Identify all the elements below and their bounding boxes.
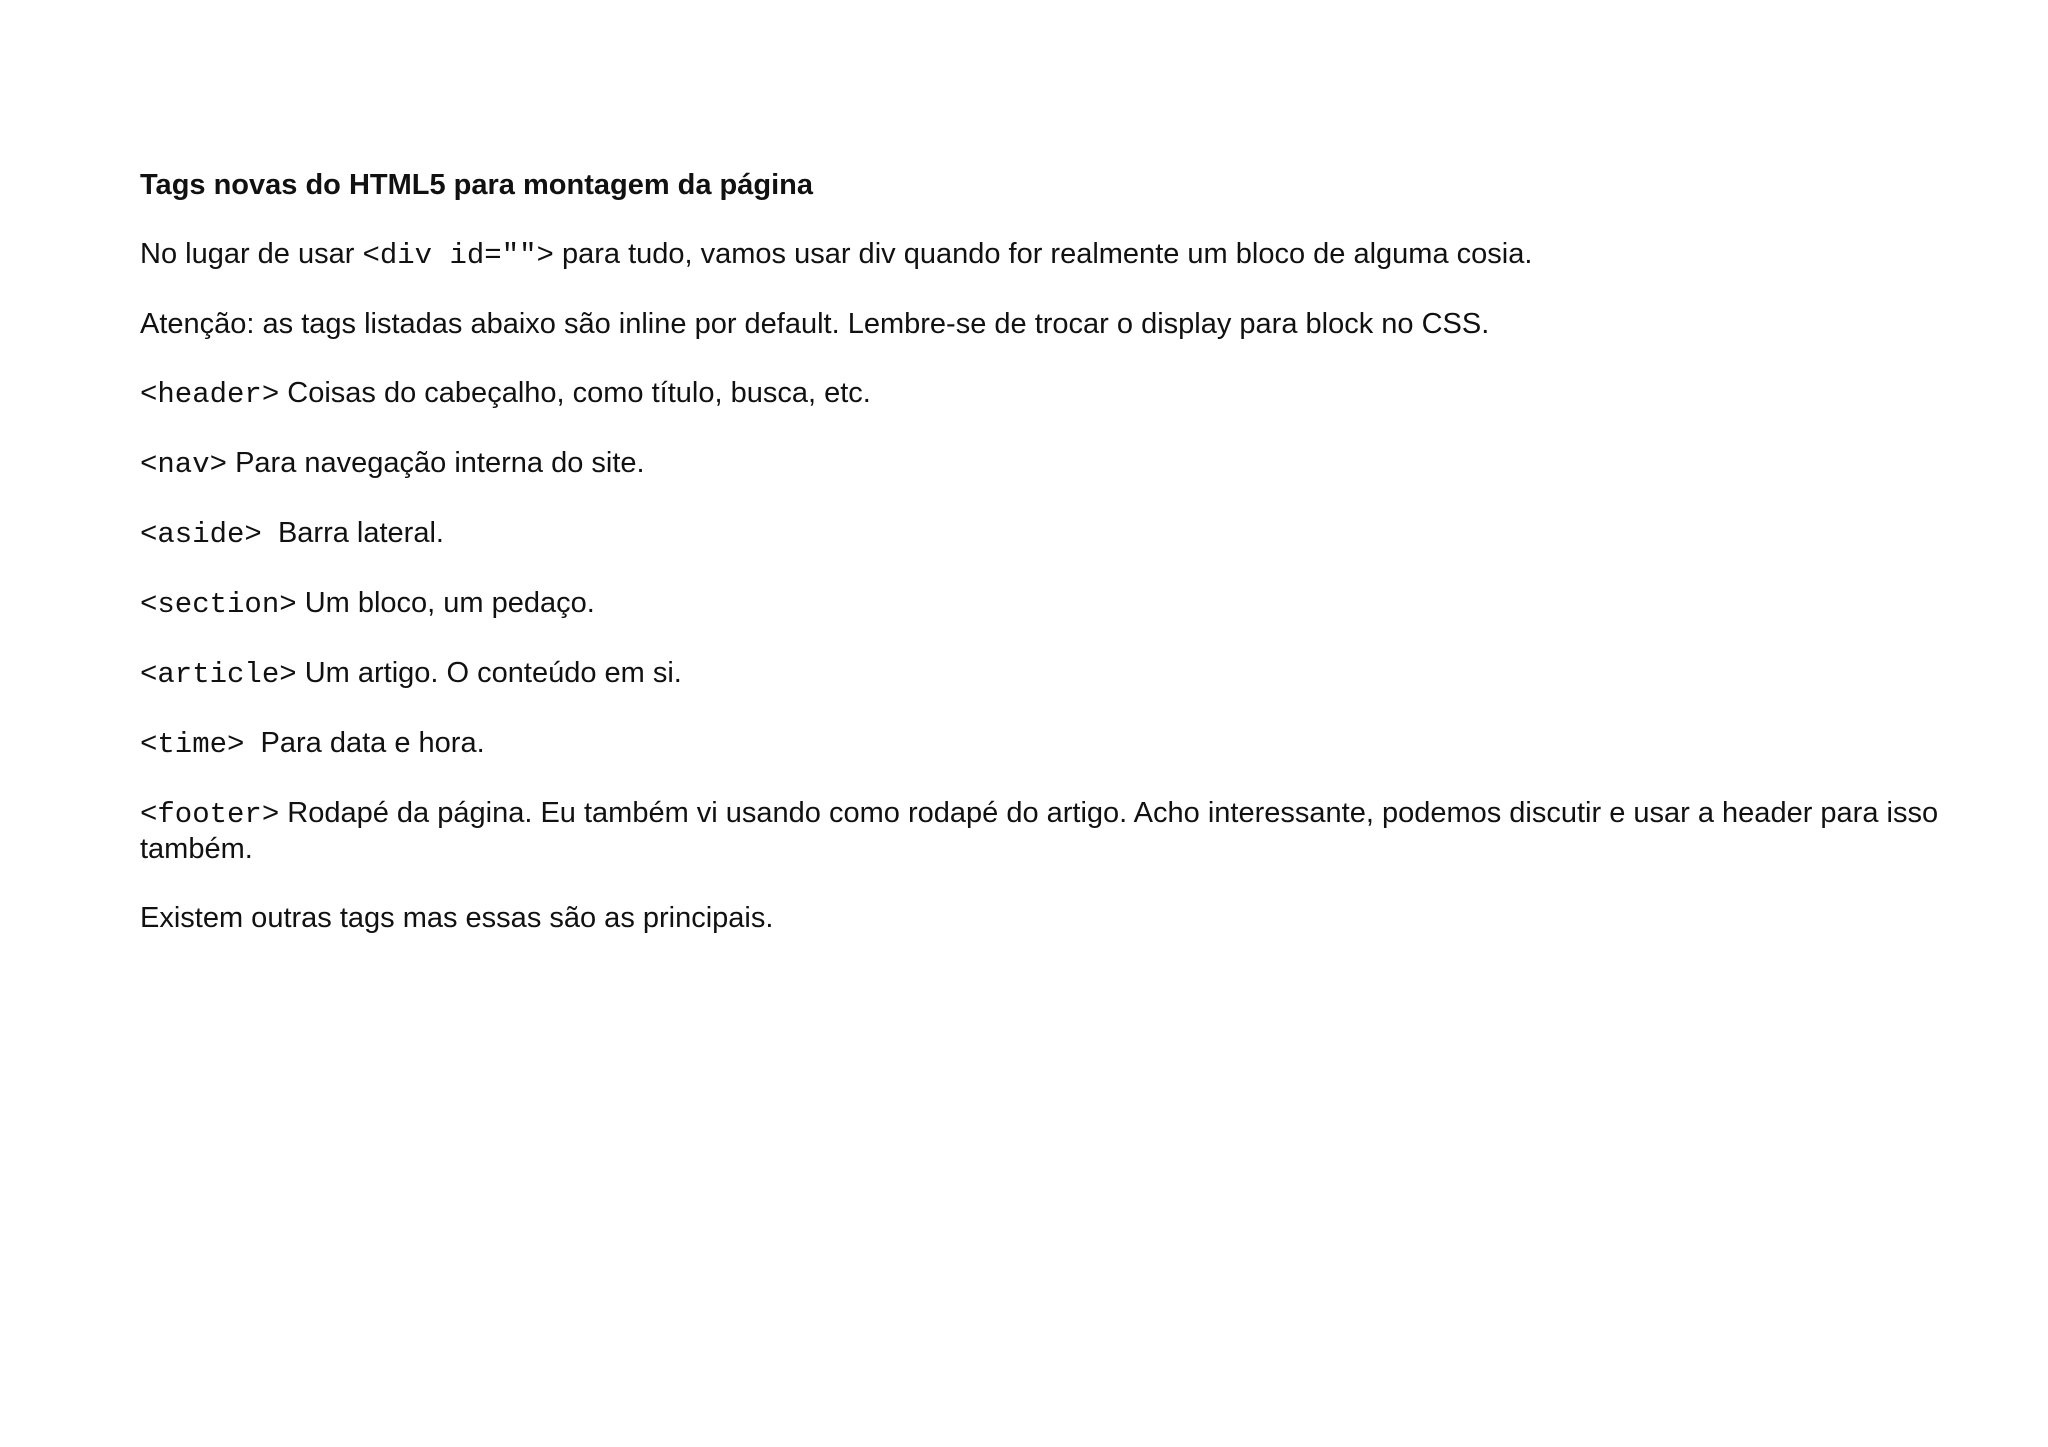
tag-description: Um artigo. O conteúdo em si. [296, 657, 682, 689]
tag-code: <aside> [140, 518, 262, 551]
tag-description: Para navegação interna do site. [227, 447, 645, 479]
tag-item-section [140, 586, 1940, 622]
tag-item-header [140, 376, 1940, 412]
tag-code: <article> [140, 658, 297, 691]
document-body [140, 168, 1947, 970]
tag-description: Rodapé da página. Eu também vi usando como rodapé do artigo. Acho interessante, podemos discutir e usar a header para isso também. [140, 797, 1947, 865]
intro-suffix: para tudo, vamos usar div quando for realmente um bloco de alguma cosia. [553, 238, 1533, 270]
tag-item-time [140, 726, 1940, 762]
tag-item-nav [140, 446, 1940, 482]
tag-item-aside [140, 516, 1940, 552]
intro-paragraph [140, 237, 1940, 273]
tag-description: Para data e hora. [244, 727, 485, 759]
tag-code: <header> [140, 378, 280, 411]
tag-item-footer [140, 796, 1947, 867]
tag-code: <footer> [140, 798, 280, 831]
note-paragraph: Atenção: as tags listadas abaixo são inline por default. Lembre-se de trocar o display para block no CSS. [140, 308, 1490, 340]
tag-description: Coisas do cabeçalho, como título, busca, etc. [279, 377, 871, 409]
tag-code: <time> [140, 728, 245, 761]
document-title: Tags novas do HTML5 para montagem da página [140, 169, 814, 201]
tag-code: <nav> [140, 448, 228, 481]
intro-code: <div id=""> [362, 239, 554, 272]
intro-prefix: No lugar de usar [140, 238, 363, 270]
tag-code: <section> [140, 588, 297, 621]
closing-paragraph: Existem outras tags mas essas são as principais. [140, 902, 774, 934]
tag-description: Um bloco, um pedaço. [296, 587, 595, 619]
tag-description: Barra lateral. [261, 517, 444, 549]
tag-item-article [140, 656, 1940, 692]
